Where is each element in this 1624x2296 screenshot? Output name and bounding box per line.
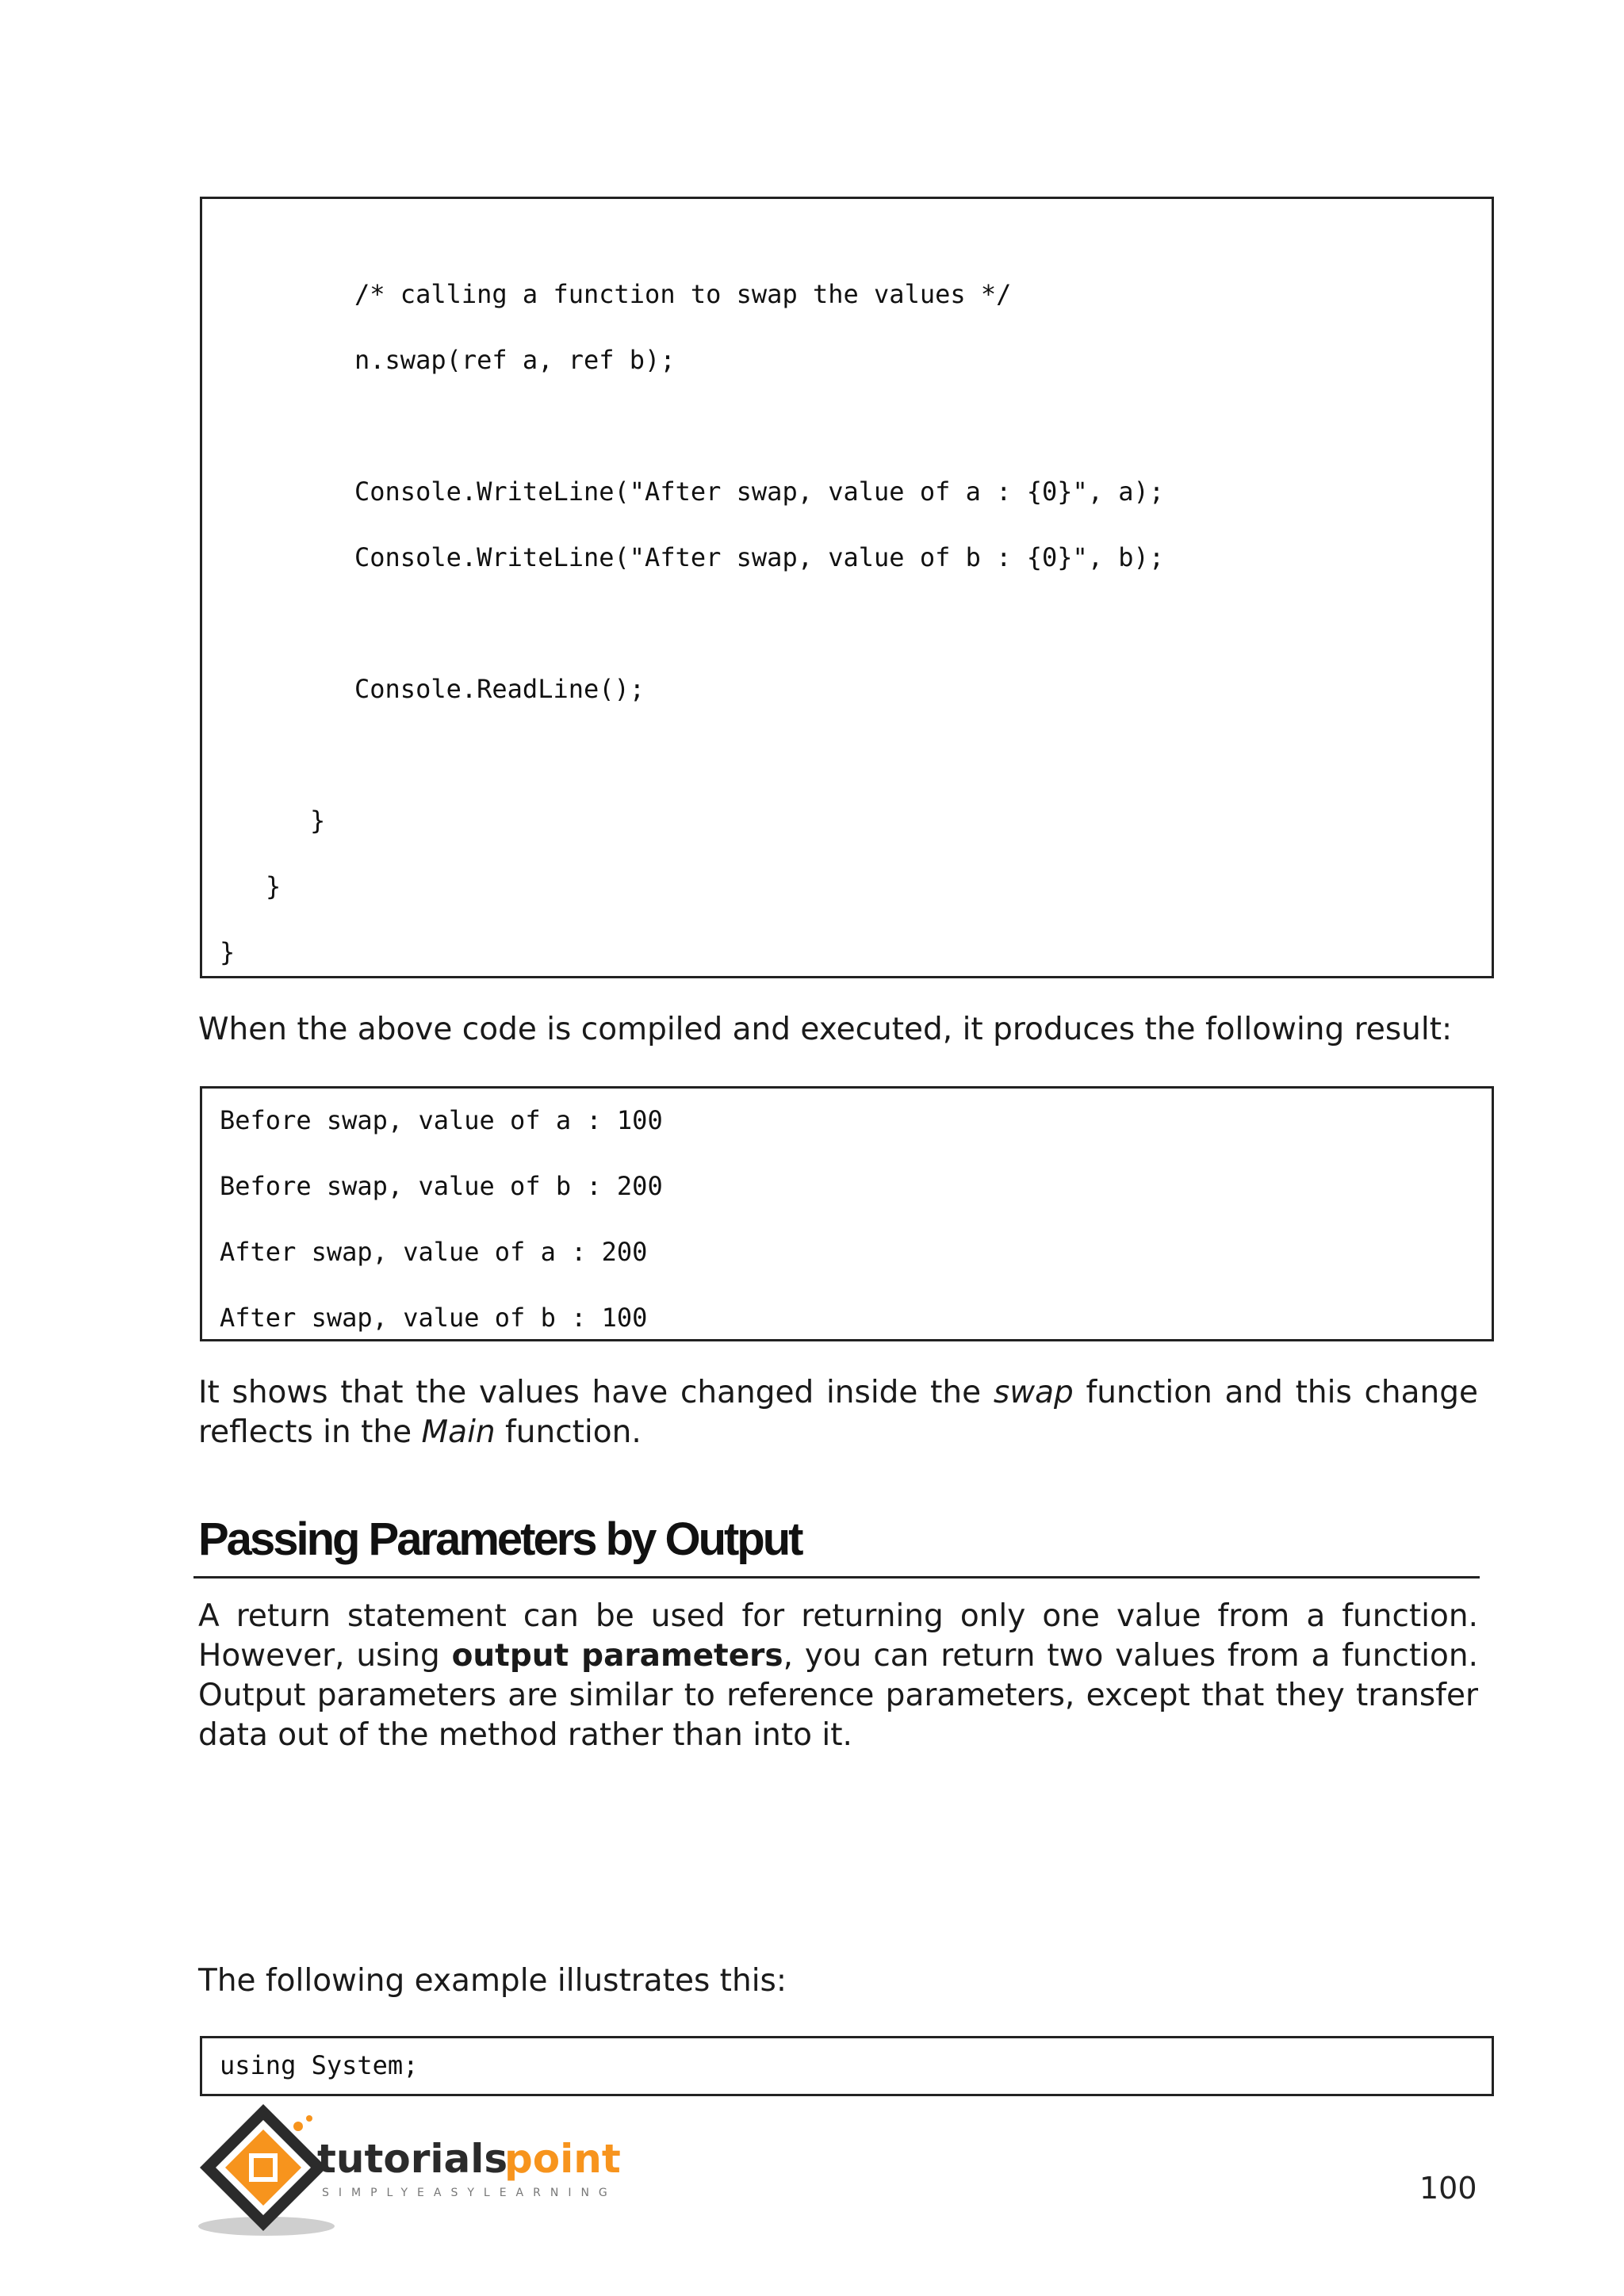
result-intro-text: When the above code is compiled and executed, it produces the following result: [198,1012,1453,1047]
output-line: After swap, value of b : 100 [220,1303,648,1333]
section-paragraph: A return statement can be used for returning only one value from a function. However, using output parameters, you can return two values from a function. Output parameters are similar to reference parameters, except that they transfer data out of the method rather than into it. [198,1598,1478,1753]
swap-italic: swap [993,1375,1074,1410]
code-line: /* calling a function to swap the values */ [354,279,1012,309]
output-line: Before swap, value of a : 100 [220,1105,663,1135]
code-line: using System; [220,2050,419,2080]
svg-text:point: point [504,2136,621,2182]
svg-text:SIMPLYEASYLEARNING: SIMPLYEASYLEARNING [322,2187,617,2199]
output-line: After swap, value of a : 200 [220,1237,648,1267]
code-line: } [310,806,326,836]
section-heading: Passing Parameters by Output [198,1513,802,1565]
code-line: } [220,937,236,967]
code-line: } [266,871,282,901]
heading-underline [193,1576,1480,1578]
output-line: Before swap, value of b : 200 [220,1171,663,1201]
tutorialspoint-logo [195,2099,655,2239]
output-block [200,1086,1494,1341]
main-italic: Main [421,1414,496,1450]
svg-text:tutorials: tutorials [317,2136,508,2182]
code-line: Console.ReadLine(); [354,674,645,704]
code-line: Console.WriteLine("After swap, value of a : {0}", a); [354,476,1165,507]
code-line: Console.WriteLine("After swap, value of b : {0}", b); [354,542,1165,572]
code-block-swap-continuation [200,197,1494,978]
code-block-using [200,2036,1494,2096]
explanation-text: It shows that the values have changed inside the swap function and this change reflects in the Main function. [198,1375,1479,1450]
page-number: 100 [1419,2171,1477,2206]
output-parameters-bold: output parameters [451,1638,783,1674]
example-intro-text: The following example illustrates this: [198,1963,787,1999]
code-line: n.swap(ref a, ref b); [354,345,676,375]
